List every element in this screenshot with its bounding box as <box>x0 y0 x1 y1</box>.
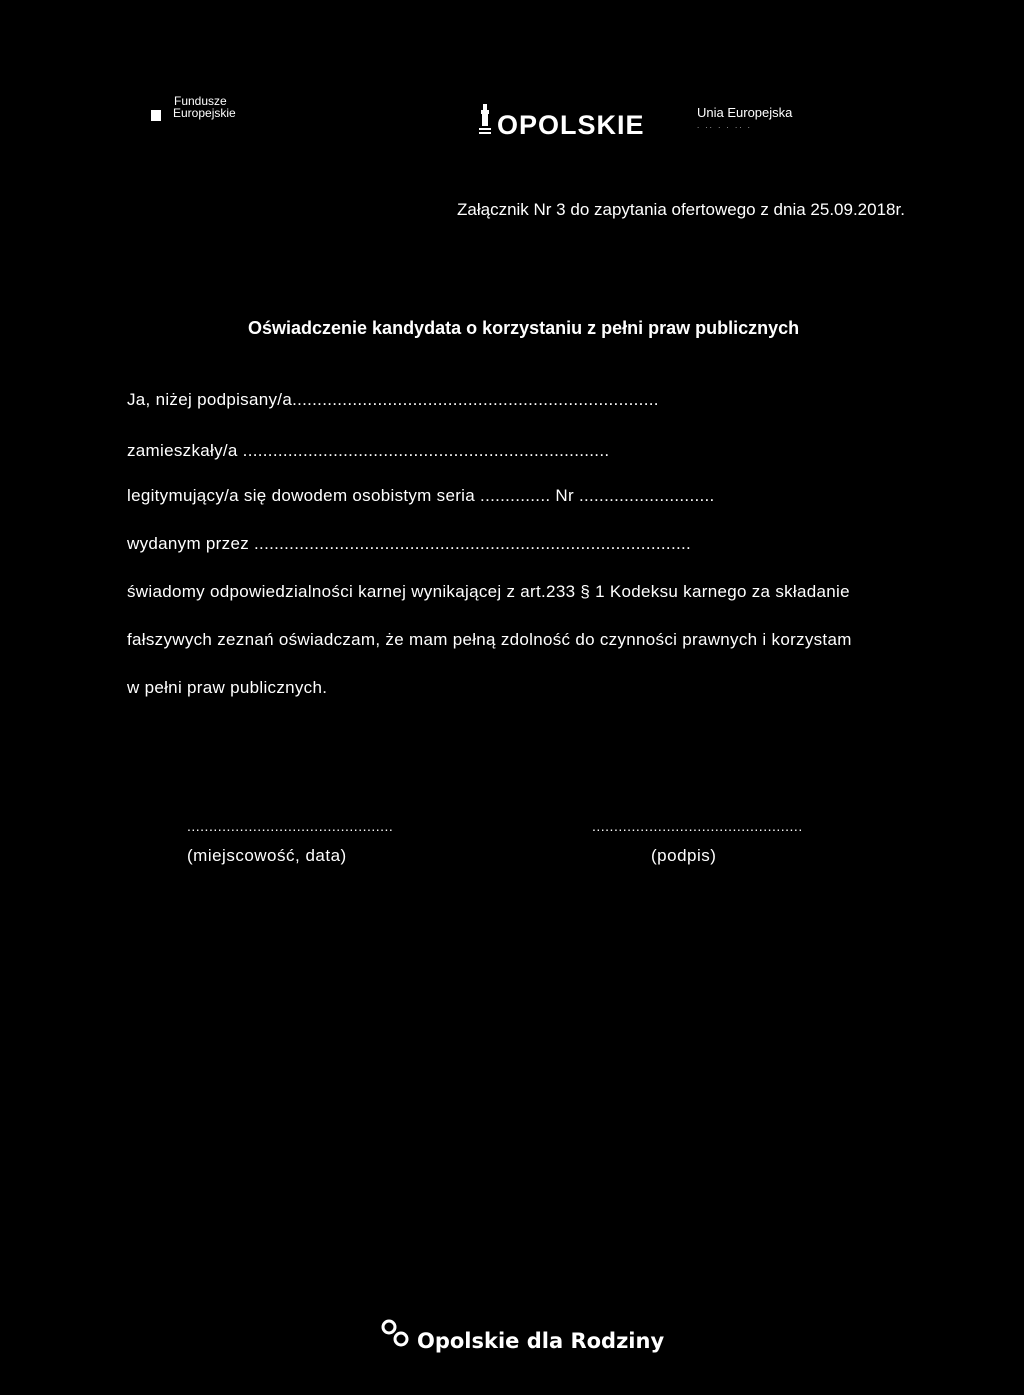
issued-by-line: wydanym przez ....................................................................................... <box>127 534 692 553</box>
unia-europejska-subtext: . .. . . .. . <box>697 121 752 130</box>
unia-europejska-logo-text: Unia Europejska <box>697 105 793 120</box>
statement-line-2: fałszywych zeznań oświadczam, że mam pełną zdolność do czynności prawnych i korzystam <box>127 630 852 649</box>
attachment-note: Załącznik Nr 3 do zapytania ofertowego z dnia 25.09.2018r. <box>457 200 905 219</box>
address-line: zamieszkały/a ......................................................................... <box>127 441 610 460</box>
opolskie-tower-icon <box>478 104 492 136</box>
opolskie-dla-rodziny-logo-text: Opolskie dla Rodziny <box>417 1329 665 1353</box>
place-date-dotted-line: ............................................... <box>187 818 394 834</box>
opolskie-dla-rodziny-logo-icon <box>380 1318 410 1348</box>
document-title: Oświadczenie kandydata o korzystaniu z pełni praw publicznych <box>248 318 800 338</box>
statement-line-1: świadomy odpowiedzialności karnej wynikającej z art.233 § 1 Kodeksu karnego za składanie <box>127 582 850 601</box>
signature-label: (podpis) <box>651 846 717 865</box>
fundusze-logo-text-line1: Fundusze <box>174 94 227 108</box>
statement-line-3: w pełni praw publicznych. <box>127 678 328 697</box>
signature-dotted-line: ................................................ <box>592 818 803 834</box>
opolskie-logo-text: OPOLSKIE <box>497 110 645 140</box>
fundusze-europejskie-logo-mark <box>151 110 161 121</box>
id-document-line: legitymujący/a się dowodem osobistym seria .............. Nr ........................... <box>127 486 715 505</box>
fundusze-logo-text-line2: Europejskie <box>173 106 236 120</box>
name-line: Ja, niżej podpisany/a......................................................................... <box>127 390 659 409</box>
place-date-label: (miejscowość, data) <box>187 846 347 865</box>
